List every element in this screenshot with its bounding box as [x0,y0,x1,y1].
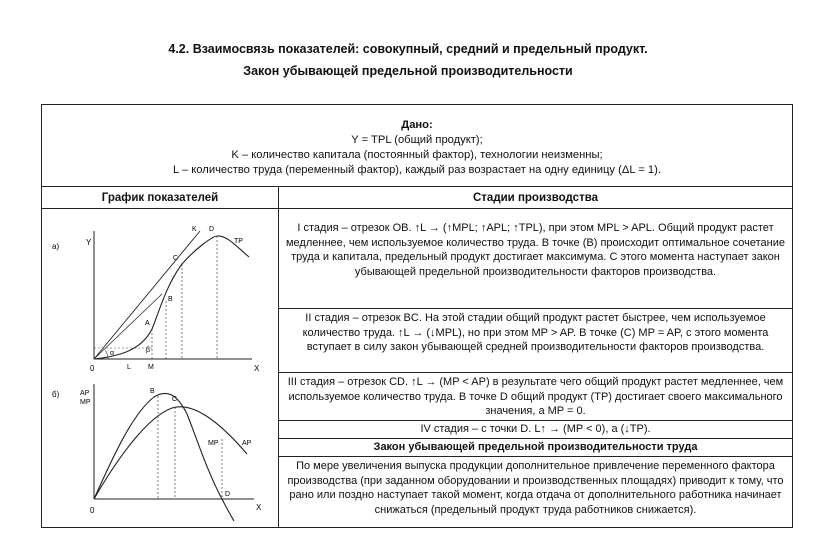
graph-a-y-label: Y [86,238,92,247]
graph-a-tp-label: TP [234,238,243,245]
graphs-svg [42,209,278,527]
given-heading: Дано: [401,119,433,131]
header-graphs: График показателей [42,187,279,209]
given-block [42,105,792,187]
stage-3-cell: III стадия – отрезок CD. ↑L → (MP < AP) в результате чего общий продукт растет медленнее, чем используемое количество труда. В точке D общий продукт (TP) достигает своего максимального значения, а MP = 0. [279,373,792,421]
graphs-cell [42,209,279,527]
graph-a-beta: β [146,347,151,354]
stage-1-cell: I стадия – отрезок OB. ↑L → (↑MPL; ↑APL; ↑TPL), при этом MPL > APL. Общий продукт растет медленнее, чем используемое количество труда. В точке (B) происходит оптимальное сочетание труда и капитала, предельный продукт достигает максимума. С этого момента наступает закон убывающей предельной производительности факторов производства. [279,209,792,309]
graph-b-ap-label: AP [242,440,252,447]
given-line-3: L – количество труда (переменный фактор), каждый раз возрастает на одну единицу (ΔL = 1). [173,164,661,176]
graph-b-y-label-ap: AP [80,390,90,397]
graph-a-alpha: α [110,350,115,357]
content-table [41,104,793,528]
graph-a-x-label: X [254,364,260,373]
law-text-cell: По мере увеличения выпуска продукции дополнительное привлечение переменного фактора производства (при заданном оборудовании и производственных площадях) приводит к тому, что рано или поздно наступает такой момент, когда отдача от дополнительного работника начинает снижаться (предельный продукт труда работников снижается). [287,460,784,516]
graph-a-tick-m: M [148,364,154,371]
given-line-2: K – количество капитала (постоянный фактор), технологии неизменны; [231,149,603,161]
graph-b-x-label: X [256,503,262,512]
page-title [0,38,816,82]
graph-b-origin: 0 [90,506,95,515]
graph-a-tick-l: L [127,364,131,371]
graph-b-point-d: D [225,491,231,498]
given-line-1: Y = TPL (общий продукт); [351,134,483,146]
law-title-cell: Закон убывающей предельной производительности труда [279,439,792,457]
graph-a-point-c: C [173,255,179,262]
graph-a-point-d: D [209,226,215,233]
graph-a-point-a: A [145,320,150,327]
graph-a-point-k: K [192,226,197,233]
graph-a-point-b: B [168,296,173,303]
graph-a-panel-label: а) [52,242,60,251]
graph-b-y-label-mp: MP [80,399,91,406]
graph-a-origin: 0 [90,364,95,373]
stage-4-cell: IV стадия – с точки D. L↑ → (MP < 0), а (↓TP). [279,421,792,439]
title-line-1: 4.2. Взаимосвязь показателей: совокупный, средний и предельный продукт. [168,42,648,56]
stage-2-cell: II стадия – отрезок BC. На этой стадии общий продукт растет быстрее, чем используемое количество труда. ↑L → (↓MPL), но при этом MP > AP. В точке (C) MP = AP, с этого момента вступает в силу закон убывающей средней производительности факторов производства. [279,309,792,373]
graph-a-ray-ok [94,231,200,359]
graph-b-panel-label: б) [52,390,60,399]
header-stages: Стадии производства [279,187,792,209]
graph-b-point-b: B [150,388,155,395]
graph-b-mp-label: MP [208,440,219,447]
graph-b-point-c: C [172,396,178,403]
graph-b-mp-curve [94,393,234,521]
title-line-2: Закон убывающей предельной производительности [243,64,573,78]
graph-b-ap-curve [94,407,247,499]
